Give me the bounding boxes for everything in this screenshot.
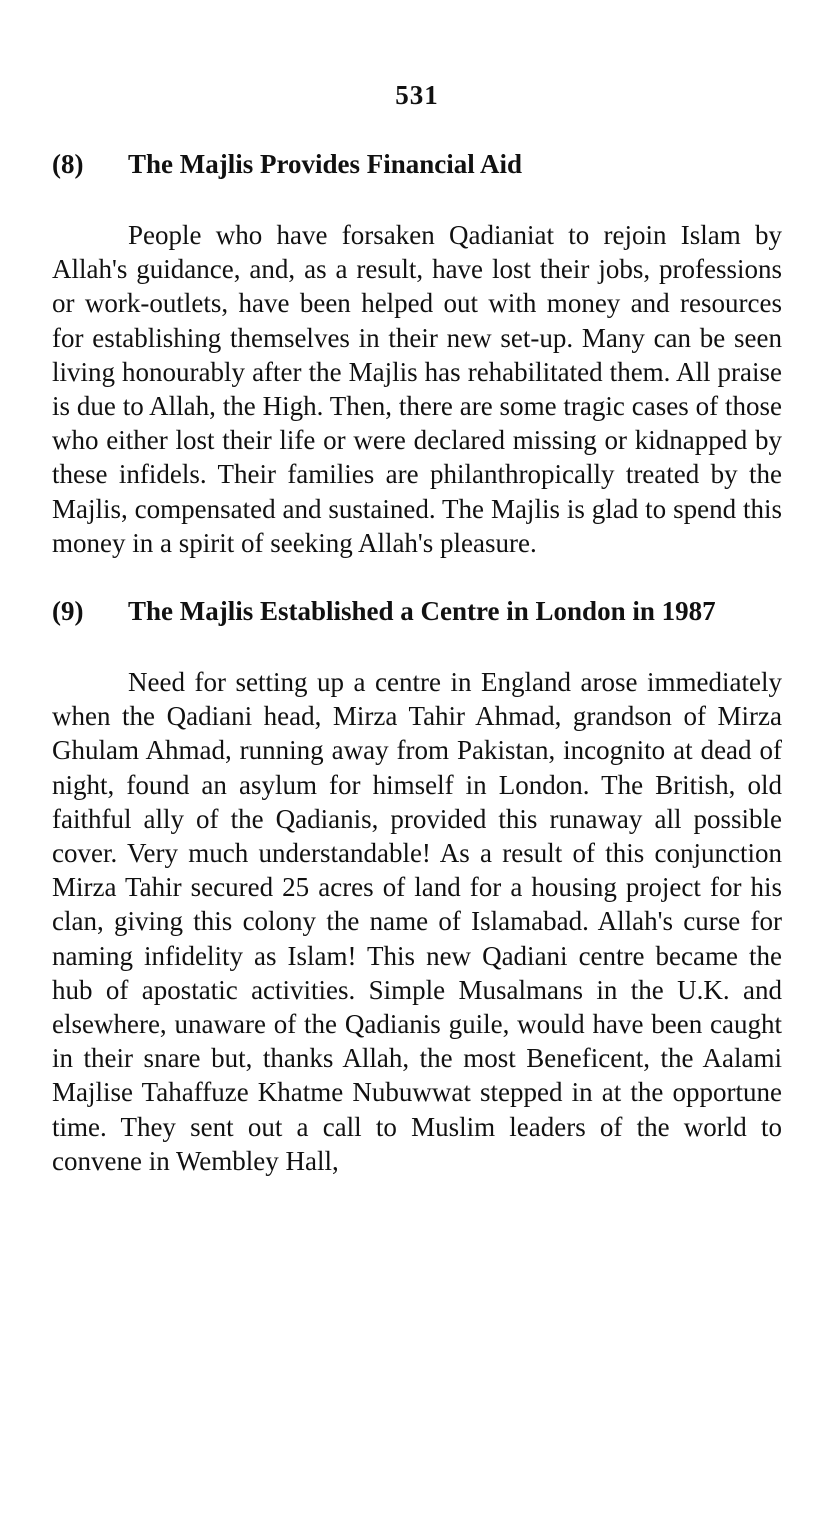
section-9-heading: [52, 596, 782, 627]
section-8-heading: [52, 149, 782, 180]
book-page: [52, 80, 782, 1178]
section-9-number: (9): [52, 596, 84, 627]
section-9-paragraph: Need for setting up a centre in England arose immediately when the Qadiani head, Mirza Tahir Ahmad, grandson of Mirza Ghulam Ahmad, running away from Pakistan, incognito at dead of night, found an asylum for himself in London. The British, old faithful ally of the Qadianis, provided this runaway all possible cover. Very much understandable! As a result of this conjunction Mirza Tahir secured 25 acres of land for a housing project for his clan, giving this colony the name of Islamabad. Allah's curse for naming infidelity as Islam! This new Qadiani centre became the hub of apostatic activities. Simple Musalmans in the U.K. and elsewhere, unaware of the Qadianis guile, would have been caught in their snare but, thanks Allah, the most Beneficent, the Aalami Majlise Tahaffuze Khatme Nubuwwat stepped in at the opportune time. They sent out a call to Muslim leaders of the world to convene in Wembley Hall,: [52, 667, 782, 1176]
section-9-title: The Majlis Established a Centre in London in 1987: [128, 596, 716, 627]
section-8-title: The Majlis Provides Financial Aid: [128, 149, 523, 179]
section-8-paragraph: People who have forsaken Qadianiat to rejoin Islam by Allah's guidance, and, as a result, have lost their jobs, professions or work-outlets, have been helped out with money and resources for establishing themselves in their new set-up. Many can be seen living honourably after the Majlis has rehabilitated them. All praise is due to Allah, the High. Then, there are some tragic cases of those who either lost their life or were declared missing or kidnapped by these infidels. Their families are philanthropically treated by the Majlis, compensated and sustained. The Majlis is glad to spend this money in a spirit of seeking Allah's pleasure.: [52, 220, 782, 558]
section-8-number: (8): [52, 149, 84, 179]
page-number: 531: [395, 80, 439, 110]
